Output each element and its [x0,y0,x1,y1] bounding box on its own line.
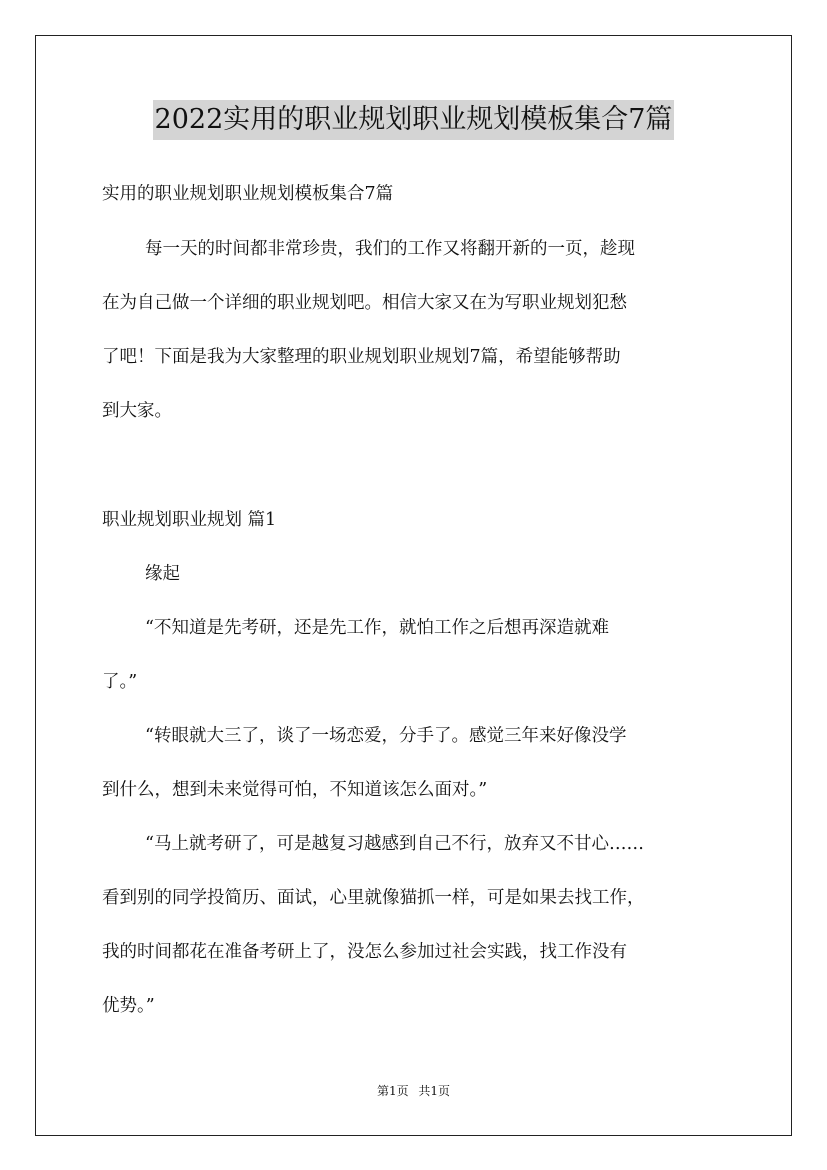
intro-line: 到大家。 [102,401,172,421]
quote-line: 我的时间都花在准备考研上了，没怎么参加过社会实践，找工作没有 [102,942,627,962]
page-number: 第1页 [376,1084,409,1098]
quote-line: 了。” [102,672,138,692]
page-total: 共1页 [418,1084,451,1098]
quote-line: 看到别的同学投简历、面试，心里就像猫抓一样，可是如果去找工作， [102,888,645,908]
quote-line: “不知道是先考研，还是先工作，就怕工作之后想再深造就难 [145,618,609,638]
intro-line: 在为自己做一个详细的职业规划吧。相信大家又在为写职业规划犯愁 [102,293,627,313]
section-subheading: 缘起 [145,564,180,584]
title-container [0,100,827,140]
section-heading: 职业规划职业规划 篇1 [102,510,277,530]
intro-line: 每一天的时间都非常珍贵，我们的工作又将翻开新的一页，趁现 [145,239,635,259]
document-title: 2022实用的职业规划职业规划模板集合7篇 [153,100,675,140]
quote-line: 到什么，想到未来觉得可怕，不知道该怎么面对。” [102,780,488,800]
quote-line: “转眼就大三了，谈了一场恋爱，分手了。感觉三年来好像没学 [145,726,627,746]
quote-line: “马上就考研了，可是越复习越感到自己不行，放弃又不甘心…… [145,834,644,854]
document-subtitle: 实用的职业规划职业规划模板集合7篇 [102,184,394,204]
quote-line: 优势。” [102,996,155,1016]
page-footer [0,1083,827,1099]
intro-line: 了吧！下面是我为大家整理的职业规划职业规划7篇，希望能够帮助 [102,347,621,367]
